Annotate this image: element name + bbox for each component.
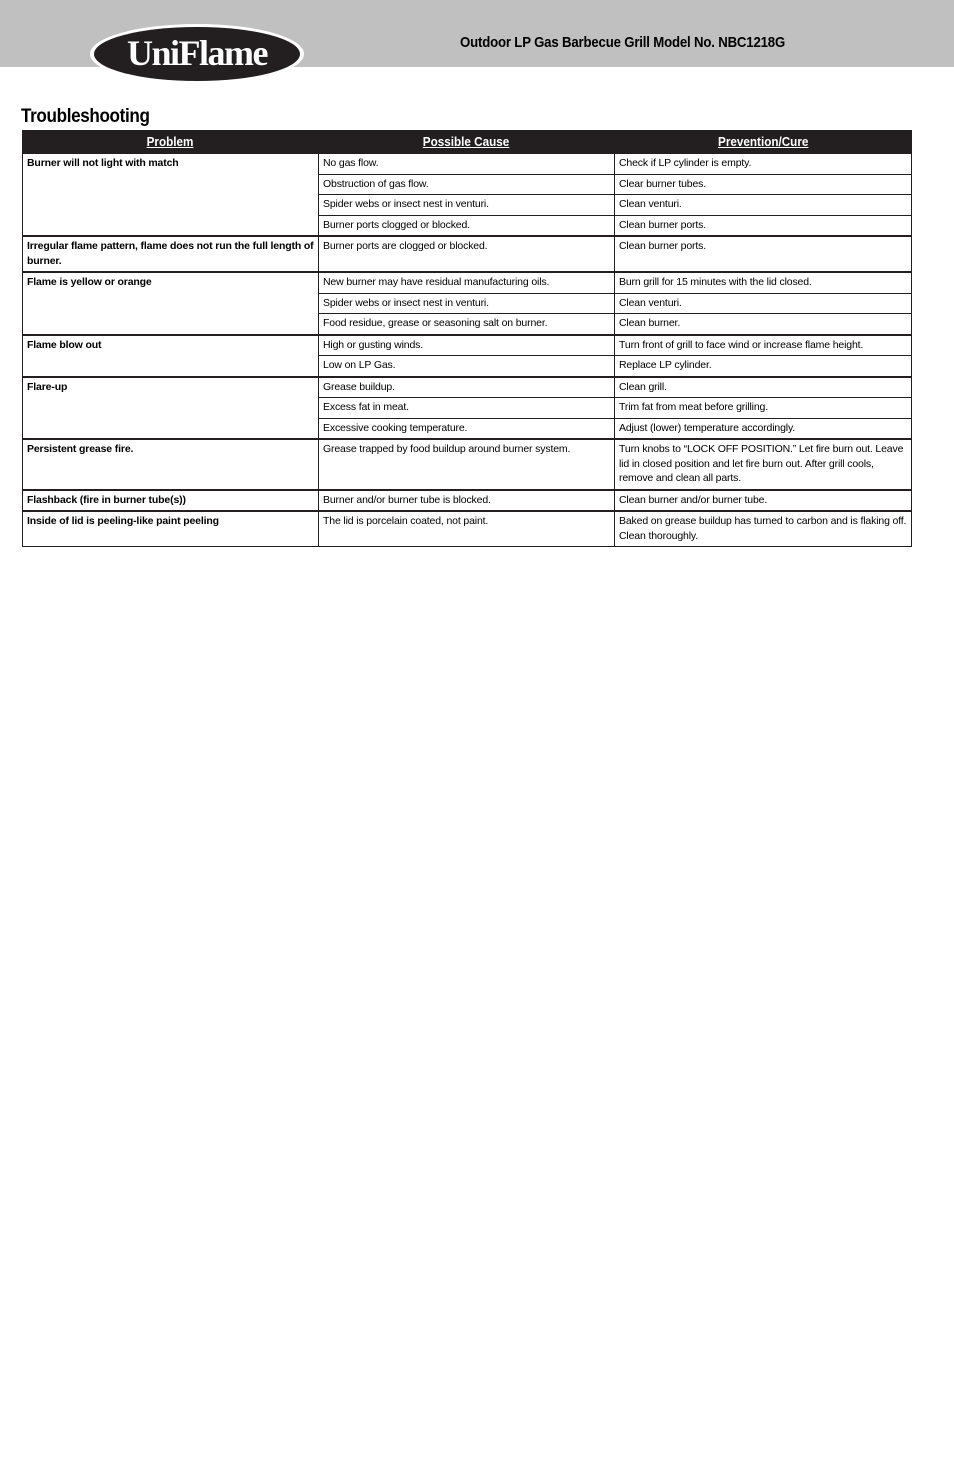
- logo-wordmark: UniFlame: [127, 33, 267, 73]
- troubleshooting-table: [22, 130, 912, 547]
- problem-cell: Inside of lid is peeling-like paint peeling: [23, 511, 319, 547]
- table-row: [23, 490, 912, 512]
- uniflame-logo: [88, 22, 306, 86]
- cause-cell: Spider webs or insect nest in venturi.: [319, 195, 615, 216]
- table-row: [23, 236, 912, 272]
- table-row: [23, 335, 912, 356]
- column-header-possible-cause: Possible Cause: [319, 131, 615, 154]
- problem-cell: Persistent grease fire.: [23, 439, 319, 490]
- cause-cell: Burner ports clogged or blocked.: [319, 215, 615, 236]
- problem-group: [23, 236, 912, 272]
- problem-group: [23, 272, 912, 335]
- cause-cell: Grease trapped by food buildup around burner system.: [319, 439, 615, 490]
- cure-cell: Check if LP cylinder is empty.: [615, 153, 912, 174]
- cure-cell: Adjust (lower) temperature accordingly.: [615, 418, 912, 439]
- cure-cell: Clean burner ports.: [615, 236, 912, 272]
- table-row: [23, 439, 912, 490]
- cause-cell: High or gusting winds.: [319, 335, 615, 356]
- cure-cell: Clear burner tubes.: [615, 174, 912, 195]
- cause-cell: The lid is porcelain coated, not paint.: [319, 511, 615, 547]
- problem-cell: Flashback (fire in burner tube(s)): [23, 490, 319, 512]
- problem-group: [23, 490, 912, 512]
- cause-cell: Low on LP Gas.: [319, 356, 615, 377]
- cause-cell: Burner ports are clogged or blocked.: [319, 236, 615, 272]
- cause-cell: Spider webs or insect nest in venturi.: [319, 293, 615, 314]
- cause-cell: Excess fat in meat.: [319, 398, 615, 419]
- cure-cell: Replace LP cylinder.: [615, 356, 912, 377]
- table-row: [23, 377, 912, 398]
- cure-cell: Clean grill.: [615, 377, 912, 398]
- cure-cell: Clean venturi.: [615, 293, 912, 314]
- cure-cell: Clean burner ports.: [615, 215, 912, 236]
- section-title: Troubleshooting: [21, 106, 150, 127]
- problem-group: [23, 439, 912, 490]
- problem-cell: Burner will not light with match: [23, 153, 319, 236]
- column-header-problem: Problem: [23, 131, 319, 154]
- cause-cell: Obstruction of gas flow.: [319, 174, 615, 195]
- problem-group: [23, 335, 912, 377]
- problem-cell: Flame blow out: [23, 335, 319, 377]
- cure-cell: Clean burner.: [615, 314, 912, 335]
- problem-cell: Flare-up: [23, 377, 319, 440]
- problem-group: [23, 377, 912, 440]
- cause-cell: New burner may have residual manufacturing oils.: [319, 272, 615, 293]
- cure-cell: Trim fat from meat before grilling.: [615, 398, 912, 419]
- table-row: [23, 272, 912, 293]
- cause-cell: Grease buildup.: [319, 377, 615, 398]
- cause-cell: No gas flow.: [319, 153, 615, 174]
- table-row: [23, 511, 912, 547]
- table-row: [23, 153, 912, 174]
- problem-cell: Irregular flame pattern, flame does not run the full length of burner.: [23, 236, 319, 272]
- cause-cell: Burner and/or burner tube is blocked.: [319, 490, 615, 512]
- table-header-row: [23, 131, 912, 154]
- cause-cell: Food residue, grease or seasoning salt on burner.: [319, 314, 615, 335]
- problem-group: [23, 511, 912, 547]
- column-header-prevention-cure: Prevention/Cure: [615, 131, 912, 154]
- cure-cell: Turn knobs to “LOCK OFF POSITION.” Let fire burn out. Leave lid in closed position and let fire burn out. After grill cools, remove and clean all parts.: [615, 439, 912, 490]
- document-title: Outdoor LP Gas Barbecue Grill Model No. NBC1218G: [460, 34, 786, 51]
- cure-cell: Turn front of grill to face wind or increase flame height.: [615, 335, 912, 356]
- cure-cell: Clean venturi.: [615, 195, 912, 216]
- cure-cell: Burn grill for 15 minutes with the lid closed.: [615, 272, 912, 293]
- problem-group: [23, 153, 912, 236]
- cause-cell: Excessive cooking temperature.: [319, 418, 615, 439]
- problem-cell: Flame is yellow or orange: [23, 272, 319, 335]
- cure-cell: Clean burner and/or burner tube.: [615, 490, 912, 512]
- cure-cell: Baked on grease buildup has turned to carbon and is flaking off. Clean thoroughly.: [615, 511, 912, 547]
